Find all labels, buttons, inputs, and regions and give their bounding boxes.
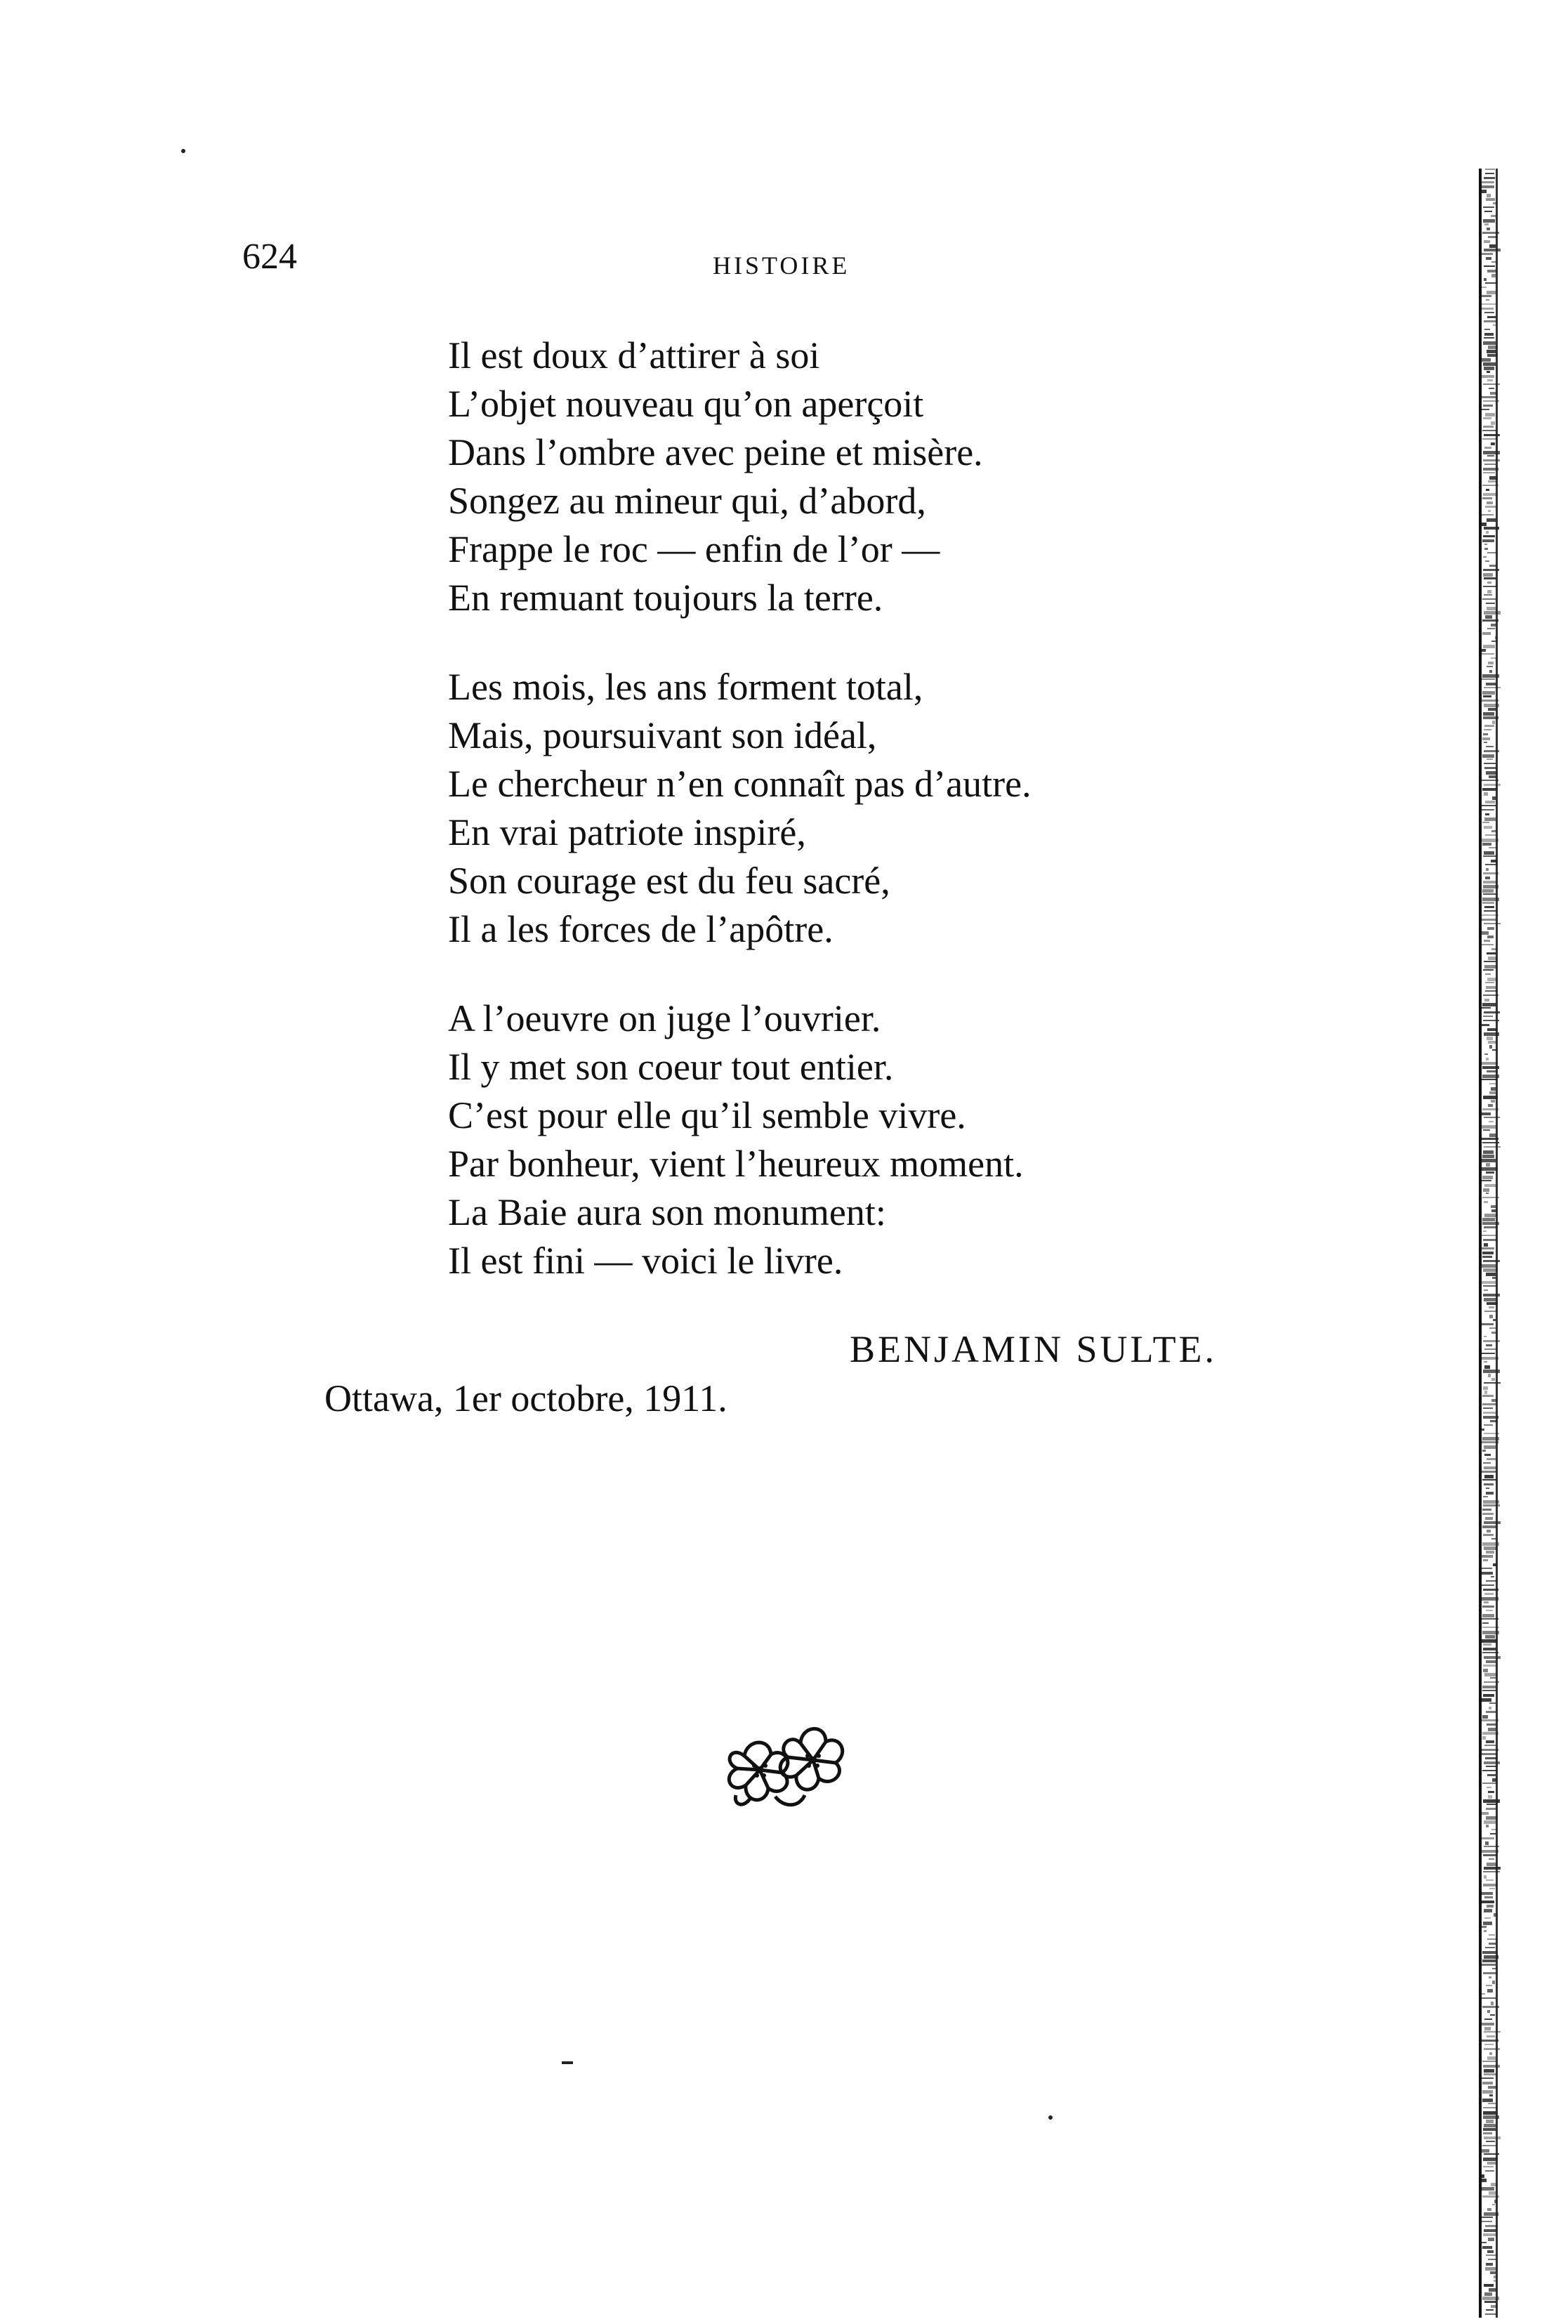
verse-line: L’objet nouveau qu’on aperçoit — [448, 383, 924, 425]
stanza-1 — [448, 331, 1361, 622]
verse-line: Le chercheur n’en connaît pas d’autre. — [448, 763, 1032, 805]
verse-line: Il est doux d’attirer à soi — [448, 334, 820, 376]
verse-line: En remuant toujours la terre. — [448, 577, 883, 619]
print-speck — [1048, 2115, 1053, 2120]
verse-line: Il est fini — voici le livre. — [448, 1240, 843, 1282]
verse-line: Frappe le roc — enfin de l’or — — [448, 528, 940, 570]
flower-ornament-icon — [716, 1714, 867, 1816]
verse-line: Par bonheur, vient l’heureux moment. — [448, 1143, 1024, 1185]
verse-line: C’est pour elle qu’il semble vivre. — [448, 1094, 966, 1136]
verse-line: Mais, poursuivant son idéal, — [448, 714, 877, 756]
verse-line: Son courage est du feu sacré, — [448, 860, 890, 902]
verse-line: A l’oeuvre on juge l’ouvrier. — [448, 997, 881, 1039]
author-signature: BENJAMIN SULTE. — [850, 1328, 1218, 1370]
verse-line: Songez au mineur qui, d’abord, — [448, 480, 926, 522]
verse-line: La Baie aura son monument: — [448, 1191, 886, 1233]
verse-line: Il y met son coeur tout entier. — [448, 1046, 894, 1088]
verse-line: Dans l’ombre avec peine et misère. — [448, 431, 983, 473]
poem — [448, 331, 1361, 1285]
page-number: 624 — [242, 237, 297, 277]
page-binding-edge — [1475, 169, 1506, 2318]
stanza-3 — [448, 994, 1361, 1285]
stanza-2 — [448, 663, 1361, 954]
verse-line: Il a les forces de l’apôtre. — [448, 908, 834, 950]
running-title: HISTOIRE — [713, 251, 850, 280]
verse-line: En vrai patriote inspiré, — [448, 811, 806, 853]
print-speck — [562, 2061, 573, 2064]
verse-line: Les mois, les ans forment total, — [448, 666, 923, 708]
print-speck — [181, 149, 185, 153]
dateline: Ottawa, 1er octobre, 1911. — [324, 1377, 727, 1419]
